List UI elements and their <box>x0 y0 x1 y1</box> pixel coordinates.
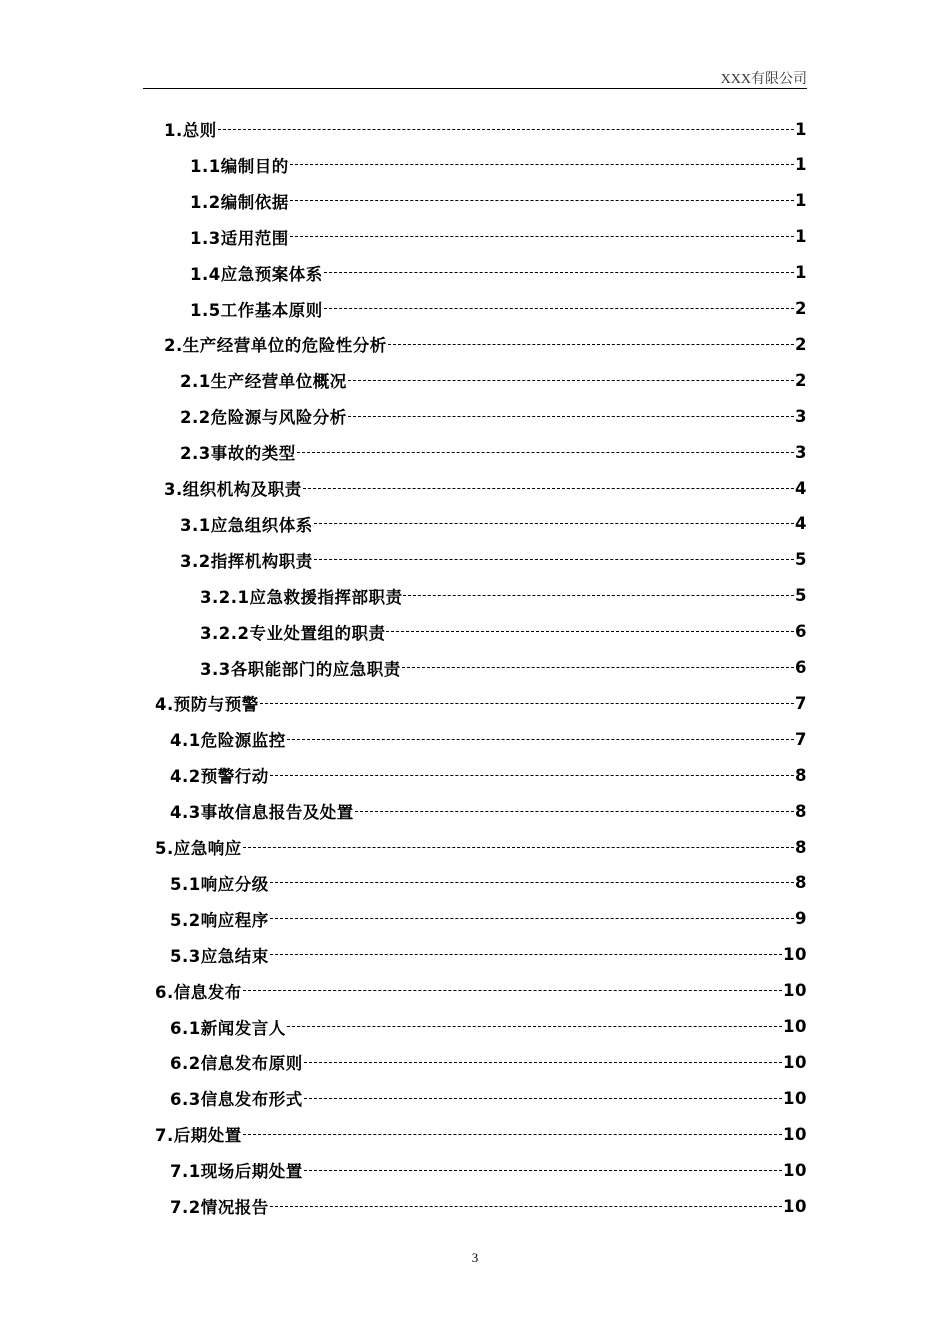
toc-entry-title: 5.1响应分级 <box>170 874 269 894</box>
toc-entry[interactable] <box>200 620 807 644</box>
toc-entry[interactable] <box>164 332 807 356</box>
toc-entry[interactable] <box>170 1194 807 1218</box>
toc-entry-title: 1.1编制目的 <box>190 156 289 176</box>
toc-leader-dashes <box>386 631 794 632</box>
toc-entry[interactable] <box>155 979 807 1003</box>
toc-leader-dashes <box>304 1098 782 1099</box>
toc-entry[interactable] <box>190 261 807 285</box>
toc-entry-page: 10 <box>783 1017 807 1036</box>
toc-entry-title: 4.预防与预警 <box>155 695 259 715</box>
toc-entry[interactable] <box>180 440 807 464</box>
toc-entry-page: 10 <box>783 1160 807 1180</box>
toc-entry-title: 3.2.2专业处置组的职责 <box>200 623 386 643</box>
toc-entry-page: 4 <box>795 478 807 498</box>
toc-entry-title: 3.2.1应急救援指挥部职责 <box>200 587 403 607</box>
toc-entry-page: 3 <box>795 442 807 462</box>
toc-entry-page: 3 <box>795 406 807 426</box>
toc-leader-dashes <box>388 344 794 345</box>
toc-entry-title: 1.5工作基本原则 <box>190 300 323 320</box>
toc-leader-dashes <box>243 1134 782 1135</box>
toc-entry[interactable] <box>164 117 807 141</box>
toc-leader-dashes <box>348 380 794 381</box>
toc-leader-dashes <box>314 523 794 524</box>
toc-leader-dashes <box>270 918 794 919</box>
toc-entry-title: 4.2预警行动 <box>170 767 269 787</box>
toc-leader-dashes <box>402 667 794 668</box>
toc-leader-dashes <box>348 416 794 417</box>
toc-entry[interactable] <box>190 189 807 213</box>
toc-leader-dashes <box>324 272 794 273</box>
toc-leader-dashes <box>243 990 782 991</box>
toc-leader-dashes <box>260 703 794 704</box>
toc-entry[interactable] <box>190 153 807 177</box>
toc-leader-dashes <box>270 775 794 776</box>
toc-entry[interactable] <box>170 763 807 787</box>
toc-entry-page: 1 <box>795 191 807 211</box>
toc-entry-page: 6 <box>795 658 807 677</box>
toc-entry-page: 10 <box>783 1088 807 1108</box>
toc-entry-page: 10 <box>783 1052 807 1072</box>
toc-entry-title: 7.1现场后期处置 <box>170 1162 303 1182</box>
toc-entry-title: 2.3事故的类型 <box>180 444 296 464</box>
toc-entry[interactable] <box>170 1158 807 1182</box>
toc-entry-title: 2.生产经营单位的危险性分析 <box>164 336 387 356</box>
toc-entry-page: 6 <box>795 622 807 642</box>
toc-entry[interactable] <box>190 225 807 249</box>
toc-leader-dashes <box>218 129 794 130</box>
toc-entry-title: 6.2信息发布原则 <box>170 1054 303 1074</box>
page-number: 3 <box>471 1250 479 1265</box>
toc-entry-title: 4.3事故信息报告及处置 <box>170 803 354 823</box>
toc-leader-dashes <box>304 1170 782 1171</box>
toc-entry-title: 5.应急响应 <box>155 839 242 858</box>
toc-leader-dashes <box>314 559 794 560</box>
toc-entry-title: 2.2危险源与风险分析 <box>180 408 347 428</box>
toc-entry-page: 8 <box>795 801 807 821</box>
toc-leader-dashes <box>297 452 794 453</box>
toc-entry[interactable] <box>170 727 807 751</box>
toc-leader-dashes <box>287 1026 782 1027</box>
toc-entry-title: 2.1生产经营单位概况 <box>180 372 347 392</box>
toc-entry[interactable] <box>164 476 807 500</box>
toc-entry[interactable] <box>170 871 807 895</box>
toc-entry[interactable] <box>200 584 807 608</box>
toc-entry[interactable] <box>170 943 807 967</box>
toc-entry-title: 5.2响应程序 <box>170 910 269 930</box>
toc-leader-dashes <box>290 200 794 201</box>
toc-entry-page: 8 <box>795 765 807 785</box>
toc-leader-dashes <box>324 308 794 309</box>
toc-leader-dashes <box>290 164 794 165</box>
toc-leader-dashes <box>287 739 794 740</box>
toc-entry-page: 1 <box>795 119 807 139</box>
toc-entry[interactable] <box>180 404 807 428</box>
toc-entry-page: 5 <box>795 586 807 606</box>
toc-entry-page: 4 <box>795 514 807 534</box>
toc-entry-title: 3.组织机构及职责 <box>164 480 302 499</box>
toc-entry-title: 7.2情况报告 <box>170 1198 269 1217</box>
toc-entry[interactable] <box>170 1050 807 1074</box>
toc-entry-title: 3.3各职能部门的应急职责 <box>200 659 401 679</box>
toc-entry[interactable] <box>180 368 807 392</box>
toc-entry[interactable] <box>155 1122 807 1146</box>
toc-entry-page: 10 <box>783 945 807 965</box>
toc-leader-dashes <box>243 847 794 848</box>
toc-entry-title: 6.3信息发布形式 <box>170 1090 303 1110</box>
toc-entry-page: 10 <box>783 981 807 1001</box>
toc-entry-page: 10 <box>783 1124 807 1144</box>
toc-entry-title: 6.1新闻发言人 <box>170 1018 286 1038</box>
toc-entry-page: 1 <box>795 263 807 283</box>
toc-leader-dashes <box>403 595 794 596</box>
toc-entry-page: 1 <box>795 227 807 247</box>
toc-entry-title: 3.1应急组织体系 <box>180 515 313 535</box>
toc-leader-dashes <box>303 488 794 489</box>
toc-entry-page: 8 <box>795 837 807 857</box>
toc-entry[interactable] <box>170 1086 807 1110</box>
toc-entry[interactable] <box>190 297 807 321</box>
toc-entry[interactable] <box>155 691 807 715</box>
toc-entry-title: 7.后期处置 <box>155 1126 242 1146</box>
toc-entry-page: 10 <box>783 1196 807 1216</box>
toc-entry[interactable] <box>170 1015 807 1039</box>
toc-leader-dashes <box>270 954 782 955</box>
header-divider <box>143 88 807 89</box>
toc-entry-title: 4.1危险源监控 <box>170 731 286 751</box>
toc-entry-page: 9 <box>795 909 807 929</box>
toc-entry[interactable] <box>170 799 807 823</box>
toc-entry[interactable] <box>170 907 807 931</box>
toc-entry-page: 8 <box>795 873 807 893</box>
toc-entry-title: 1.3适用范围 <box>190 228 289 248</box>
toc-entry-page: 2 <box>795 299 807 318</box>
toc-leader-dashes <box>304 1062 782 1063</box>
toc-entry-page: 1 <box>795 155 807 175</box>
toc-entry-page: 2 <box>795 334 807 354</box>
toc-entry-title: 1.总则 <box>164 121 217 140</box>
toc-entry-title: 1.2编制依据 <box>190 192 289 212</box>
toc-entry-title: 1.4应急预案体系 <box>190 264 323 284</box>
toc-entry-page: 7 <box>795 693 807 713</box>
toc-entry[interactable] <box>180 548 807 572</box>
toc-leader-dashes <box>355 811 794 812</box>
toc-leader-dashes <box>270 882 794 883</box>
toc-entry-page: 5 <box>795 550 807 570</box>
toc-entry[interactable] <box>155 835 807 859</box>
toc-entry-page: 2 <box>795 370 807 390</box>
toc-leader-dashes <box>290 236 794 237</box>
company-name: XXX有限公司 <box>720 72 807 87</box>
toc-entry[interactable] <box>180 512 807 536</box>
toc-entry[interactable] <box>200 656 807 680</box>
toc-entry-title: 6.信息发布 <box>155 982 242 1002</box>
toc-entry-title: 5.3应急结束 <box>170 946 269 966</box>
toc-entry-page: 7 <box>795 729 807 749</box>
toc-leader-dashes <box>270 1206 782 1207</box>
toc-entry-title: 3.2指挥机构职责 <box>180 551 313 571</box>
